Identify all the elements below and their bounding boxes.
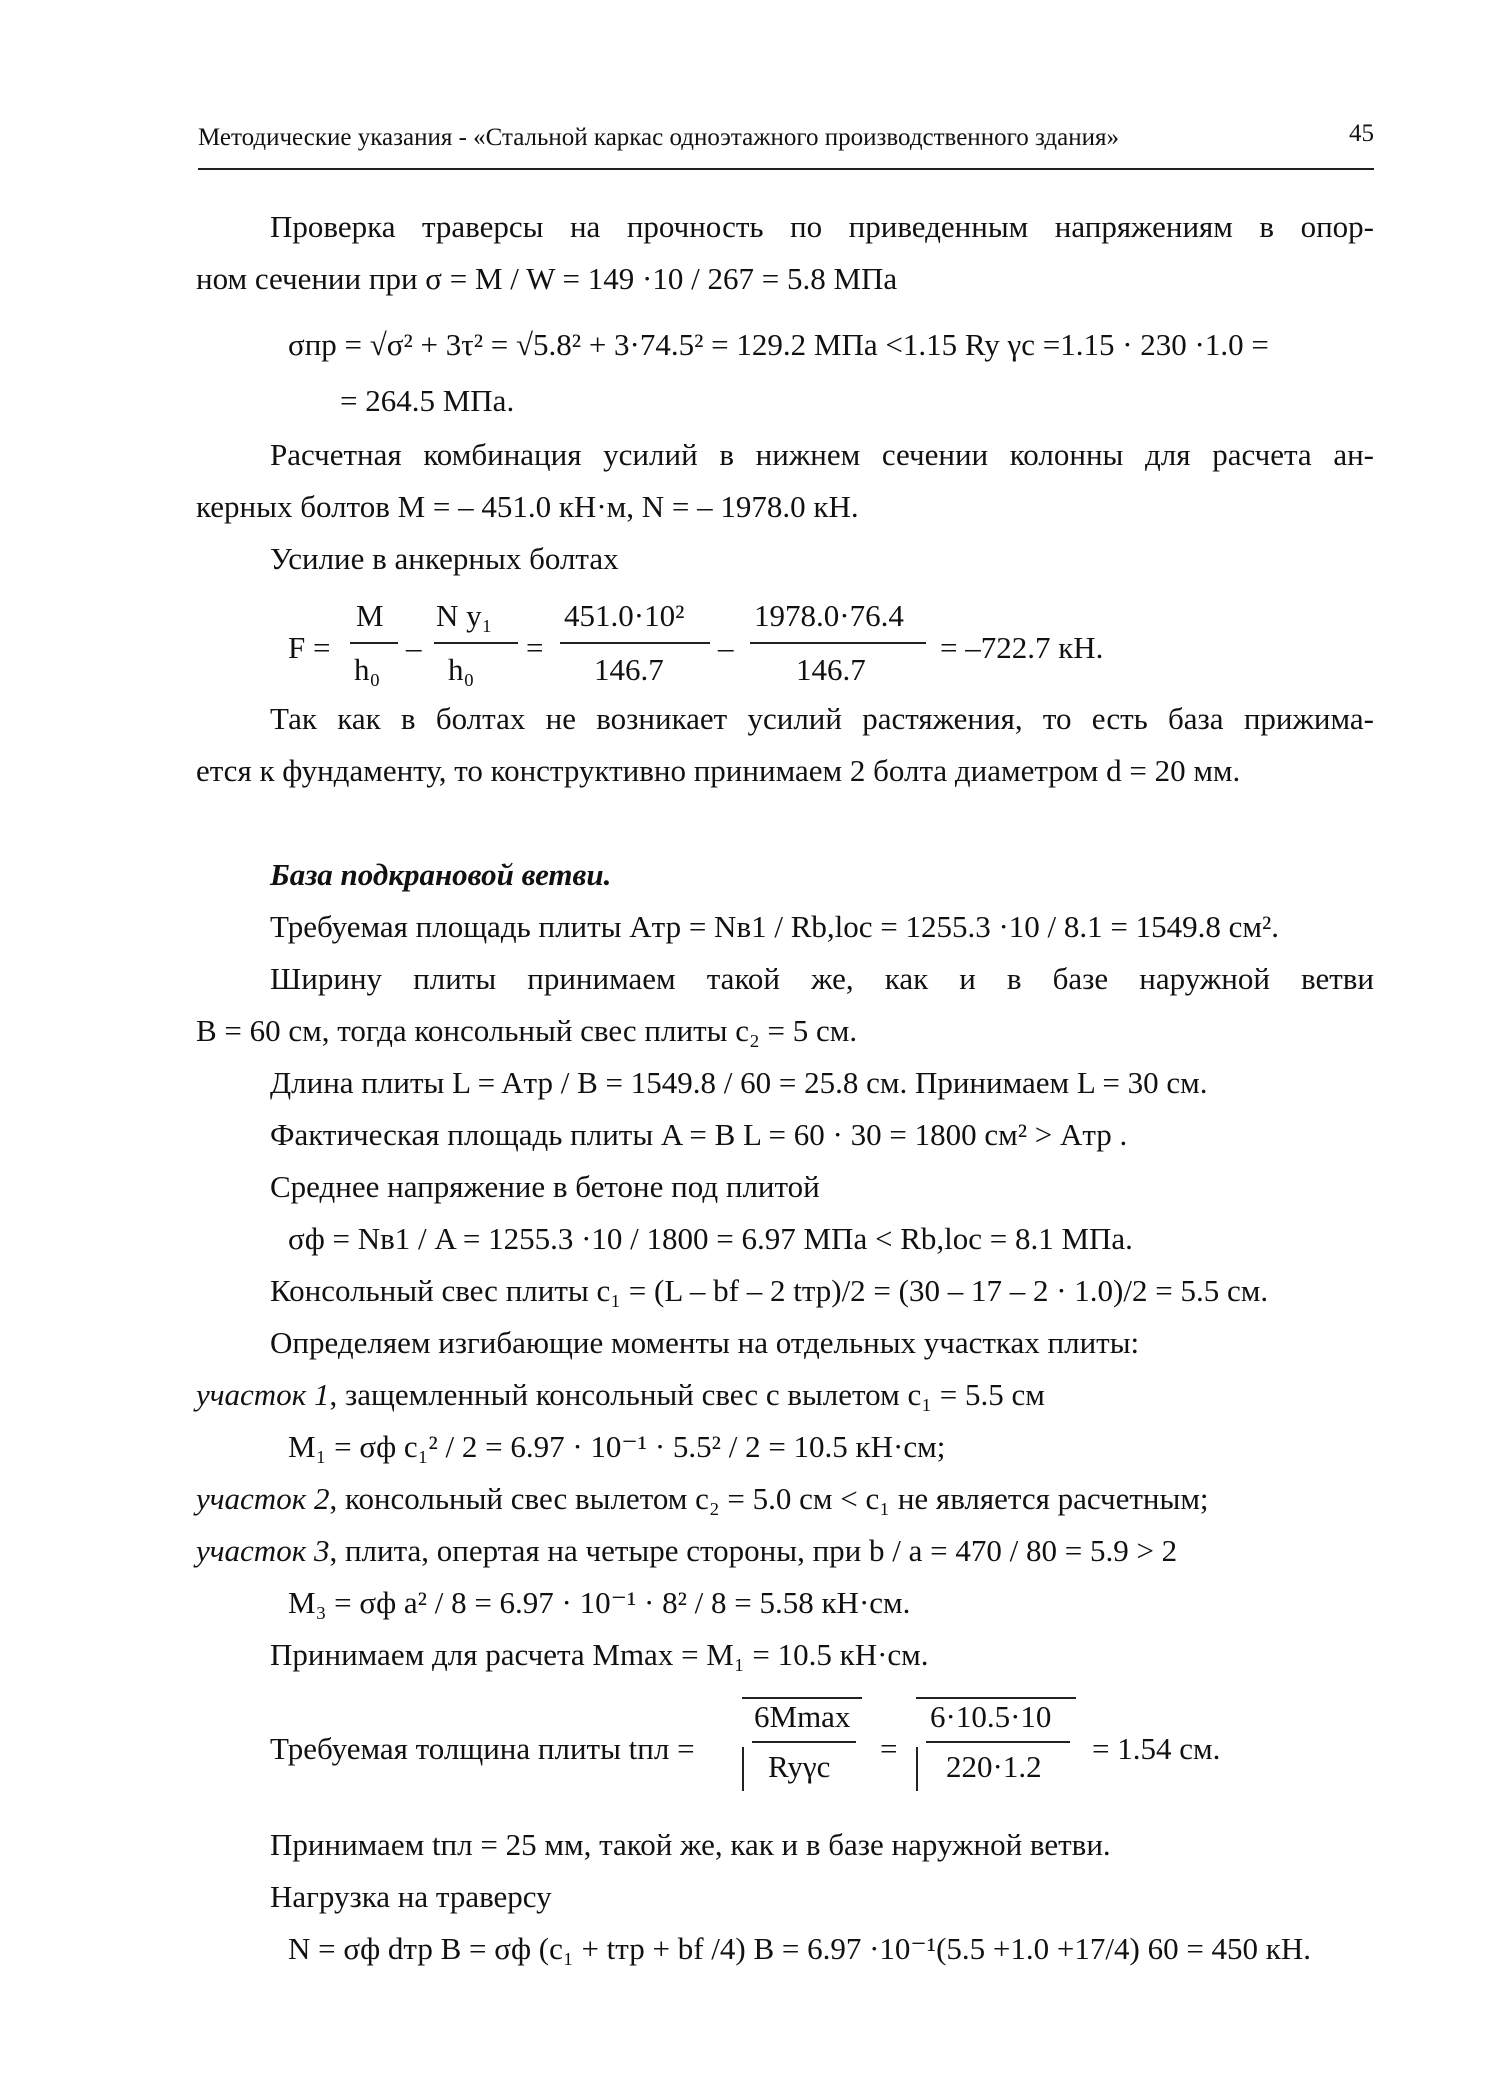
text-line: Среднее напряжение в бетоне под плитой (270, 1169, 820, 1204)
formula-result: = 1.54 см. (1092, 1731, 1221, 1766)
section-label: участок 3 (196, 1533, 330, 1568)
operator: = (880, 1731, 898, 1766)
formula-anchor-force (288, 598, 1188, 698)
fraction-bar (560, 642, 710, 644)
text-line: Нагрузка на траверсу (270, 1879, 552, 1914)
operator: = (526, 630, 544, 665)
text-line: Ширину плиты принимаем такой же, как и в базе наружной ветви (270, 961, 1374, 996)
page-number: 45 (1349, 120, 1374, 147)
header-rule (198, 168, 1374, 170)
sqrt-sign (916, 1747, 918, 1791)
page-header (198, 118, 1374, 162)
text-line: Усилие в анкерных болтах (270, 541, 619, 576)
equation-line: σпр = √σ² + 3τ² = √5.8² + 3·74.5² = 129.2 МПа <1.15 Ry γc =1.15 · 230 ·1.0 = (288, 327, 1269, 362)
frac-denominator: 220·1.2 (946, 1749, 1042, 1784)
text-line: Фактическая площадь плиты A = B L = 60 · 30 = 1800 см² > Aтр . (270, 1117, 1128, 1152)
text-line: участок 1, защемленный консольный свес с вылетом c₁ = 5.5 см (196, 1377, 1045, 1412)
frac-numerator: 6Mmax (754, 1699, 851, 1734)
equation-line: N = σф dтр B = σф (c₁ + tтр + bf /4) B = 6.97 ·10⁻¹(5.5 +1.0 +17/4) 60 = 450 кН. (288, 1931, 1311, 1966)
equation-line: M₃ = σф a² / 8 = 6.97 · 10⁻¹ · 8² / 8 = 5.58 кН·см. (288, 1585, 911, 1620)
fraction-bar (750, 642, 926, 644)
text-line: ном сечении при σ = M / W = 149 ·10 / 267 = 5.8 МПа (196, 261, 898, 296)
text-line: Проверка траверсы на прочность по приведенным напряжениям в опор- (270, 209, 1374, 244)
text-line: Требуемая площадь плиты Aтр = Nв1 / Rb,loc = 1255.3 ·10 / 8.1 = 1549.8 см². (270, 909, 1280, 944)
operator: – (718, 630, 734, 665)
text-line: Принимаем tпл = 25 мм, такой же, как и в базе наружной ветви. (270, 1827, 1111, 1862)
text-line: Определяем изгибающие моменты на отдельных участках плиты: (270, 1325, 1140, 1360)
frac-denominator: Ryγc (768, 1749, 831, 1784)
frac-numerator: 451.0·10² (564, 598, 685, 633)
frac-numerator: 1978.0·76.4 (754, 598, 904, 633)
equation-line: σф = Nв1 / A = 1255.3 ·10 / 1800 = 6.97 МПа < Rb,loc = 8.1 МПа. (288, 1221, 1133, 1256)
text-line: Расчетная комбинация усилий в нижнем сечении колонны для расчета ан- (270, 437, 1374, 472)
section-heading: База подкрановой ветви. (270, 857, 612, 892)
fraction-bar (350, 642, 398, 644)
sqrt-sign (742, 1747, 744, 1791)
equation-line: M₁ = σф c₁² / 2 = 6.97 · 10⁻¹ · 5.5² / 2 = 10.5 кН·см; (288, 1429, 946, 1464)
section-label: участок 1 (196, 1377, 330, 1412)
fraction-bar (434, 642, 518, 644)
text-line: Консольный свес плиты c₁ = (L – bf – 2 tтр)/2 = (30 – 17 – 2 · 1.0)/2 = 5.5 см. (270, 1273, 1269, 1308)
text-line: Так как в болтах не возникает усилий растяжения, то есть база прижима- (270, 701, 1374, 736)
text-line: ется к фундаменту, то конструктивно принимаем 2 болта диаметром d = 20 мм. (196, 753, 1241, 788)
header-title: Методические указания - «Стальной каркас одноэтажного производственного здания» (198, 124, 1119, 151)
fraction-bar (926, 1741, 1070, 1743)
frac-denominator: h₀ (354, 652, 381, 687)
text-line: участок 3, плита, опертая на четыре стороны, при b / a = 470 / 80 = 5.9 > 2 (196, 1533, 1178, 1568)
operator: – (406, 630, 422, 665)
frac-denominator: h₀ (448, 652, 475, 687)
formula-result: = –722.7 кН. (940, 630, 1104, 665)
frac-numerator: 6·10.5·10 (930, 1699, 1052, 1734)
frac-numerator: M (356, 598, 384, 633)
text-line: Принимаем для расчета Mmax = M₁ = 10.5 кН·см. (270, 1637, 929, 1672)
frac-denominator: 146.7 (796, 652, 866, 687)
fraction-bar (752, 1741, 856, 1743)
equation-line: = 264.5 МПа. (340, 383, 515, 418)
section-label: участок 2 (196, 1481, 330, 1516)
frac-denominator: 146.7 (594, 652, 664, 687)
text-line: B = 60 см, тогда консольный свес плиты c₂ = 5 см. (196, 1013, 858, 1048)
text-line: участок 2, консольный свес вылетом c₂ = 5.0 см < c₁ не является расчетным; (196, 1481, 1209, 1516)
frac-numerator: N y₁ (436, 598, 493, 633)
text-line: Длина плиты L = Aтр / B = 1549.8 / 60 = 25.8 см. Принимаем L = 30 см. (270, 1065, 1208, 1100)
formula-plate-thickness (270, 1695, 1270, 1795)
formula-lhs: F = (288, 630, 331, 665)
formula-lhs: Требуемая толщина плиты tпл = (270, 1731, 695, 1766)
text-line: керных болтов M = – 451.0 кН·м, N = – 1978.0 кН. (196, 489, 859, 524)
